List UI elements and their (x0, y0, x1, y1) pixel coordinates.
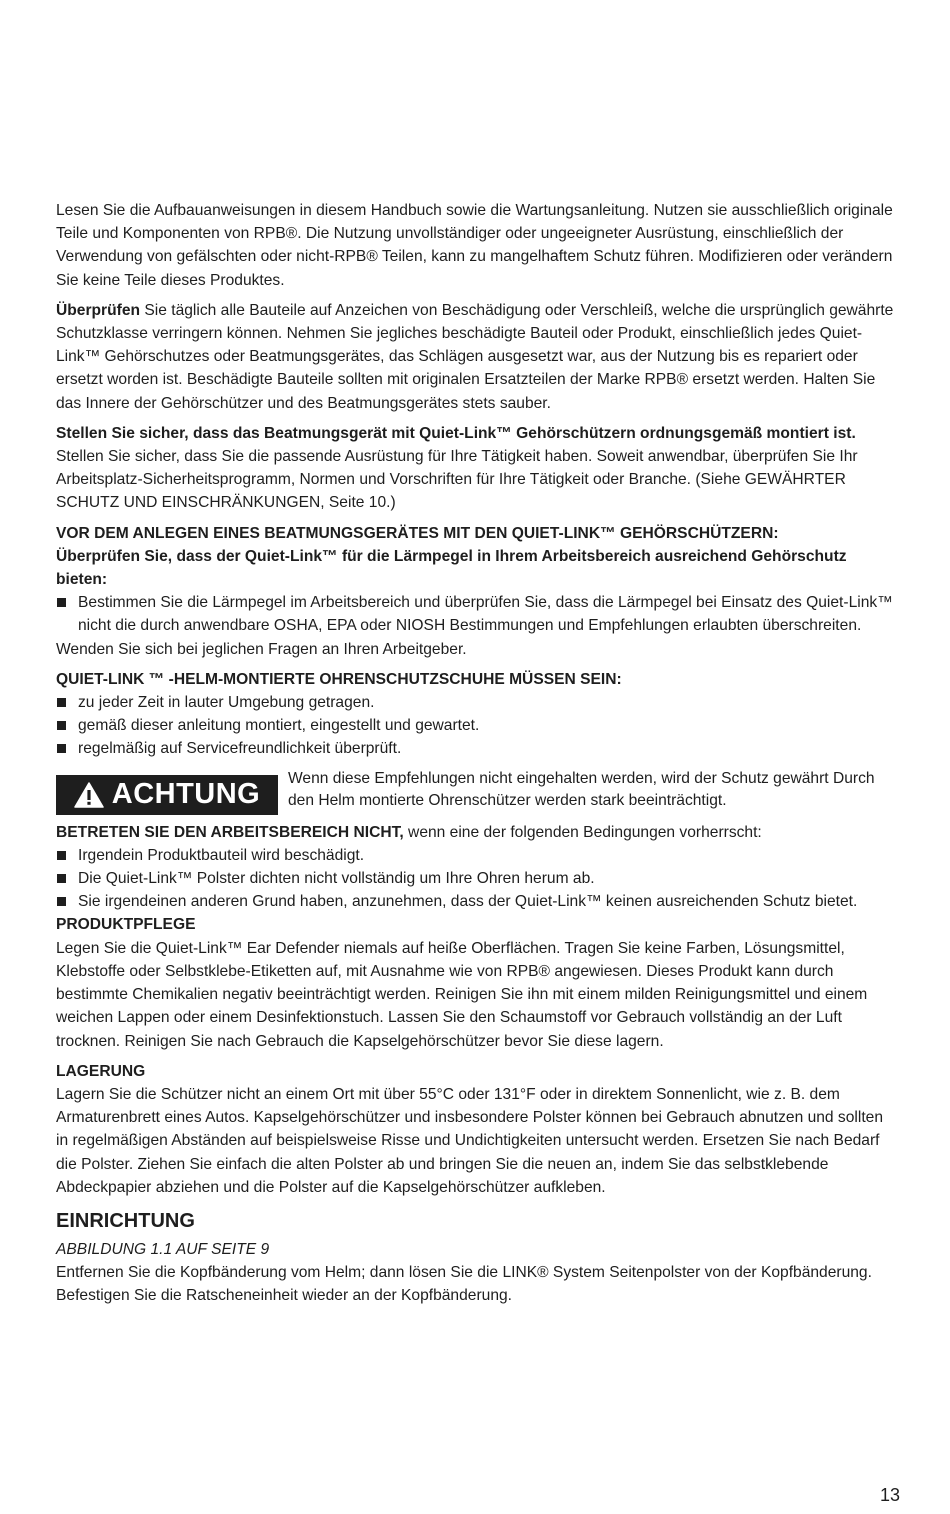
check-lead: Überprüfen (56, 301, 141, 319)
warning-badge (56, 775, 278, 815)
warning-triangle-icon (74, 782, 104, 808)
enter-list (56, 844, 898, 914)
list-item: Bestimmen Sie die Lärmpegel im Arbeitsbereich und überprüfen Sie, dass die Lärmpegel bei Einsatz des Quiet-Link™ nicht die durch anwendbare OSHA, EPA oder NIOSH Bestimmungen und Empfehlungen erlaubten überschreiten. (56, 591, 898, 637)
check-paragraph (56, 299, 898, 415)
list-item: Sie irgendeinen anderen Grund haben, anzunehmen, dass der Quiet-Link™ keinen ausreichenden Schutz bietet. (56, 890, 898, 913)
setup-heading: EINRICHTUNG (56, 1209, 195, 1232)
before-list (56, 591, 898, 637)
list-item: regelmäßig auf Servicefreundlichkeit überprüft. (56, 737, 898, 760)
ensure-lead: Stellen Sie sicher, dass das Beatmungsgerät mit Quiet-Link™ Gehörschützern ordnungsgemäß montiert ist. (56, 424, 856, 442)
check-body: Sie täglich alle Bauteile auf Anzeichen von Beschädigung oder Verschleiß, welche die ursprünglich gewährte Schutzklasse verringern können. Nehmen Sie jegliches beschädigte Bauteil oder Produkt, einschließlich jedes Quiet-Link™ Gehörschutzes oder Beatmungsgerätes, das Schlägen ausgesetzt war, aus der Nutzung bis es repariert oder ersetzt worden ist. Beschädigte Bauteile sollten mit originalen Ersatzteilen der Marke RPB® ersetzt werden. Halten Sie das Innere der Gehörschützer und des Beatmungsgerätes stets sauber. (56, 301, 894, 412)
employer-note: Wenden Sie sich bei jeglichen Fragen an Ihren Arbeitgeber. (56, 640, 467, 658)
warning-text: Wenn diese Empfehlungen nicht eingehalten werden, wird der Schutz gewährt Durch den Helm montierte Ohrenschützer werden stark beeinträchtigt. (288, 769, 875, 809)
care-heading: PRODUKTPFLEGE (56, 916, 196, 934)
enter-body: wenn eine der folgenden Bedingungen vorherrscht: (403, 823, 762, 841)
storage-body: Lagern Sie die Schützer nicht an einem Ort mit über 55°C oder 131°F oder in direktem Sonnenlicht, wie z. B. dem Armaturenbrett eines Autos. Kapselgehörschützer und insbesondere Polster können bei Gebrauch abnutzen und sollten in regelmäßigen Abständen auf beispielsweise Risse und Undichtigkeiten untersucht werden. Ersetzen Sie nach Bedarf die Polster. Ziehen Sie einfach die alten Polster ab und bringen Sie die neuen an, indem Sie das selbstklebende Abdeckpapier abziehen und die Polster auf die Kapselgehörschützer aufkleben. (56, 1085, 884, 1196)
setup-body: Entfernen Sie die Kopfbänderung vom Helm; dann lösen Sie die LINK® System Seitenpolster von der Kopfbänderung. Befestigen Sie die Ratscheneinheit wieder an der Kopfbänderung. (56, 1264, 872, 1305)
enter-lead: BETRETEN SIE DEN ARBEITSBEREICH NICHT, (56, 823, 404, 841)
intro-paragraph: Lesen Sie die Aufbauanweisungen in diesem Handbuch sowie die Wartungsanleitung. Nutzen sie ausschließlich originale Teile und Komponenten von RPB®. Die Nutzung unvollständiger oder ungeeigneter Ausrüstung, einschließlich der Verwendung von gefälschten oder nicht-RPB® Teilen, kann zu mangelhaftem Schutz führen. Modifizieren oder verändern Sie keine Teile dieses Produktes. (56, 202, 893, 289)
warning-label: ACHTUNG (111, 778, 261, 811)
must-heading: QUIET-LINK ™ -HELM-MONTIERTE OHRENSCHUTZSCHUHE MÜSSEN SEIN: (56, 670, 622, 688)
must-list (56, 691, 898, 761)
page-number: 13 (879, 1485, 900, 1505)
before-subheading: Überprüfen Sie, dass der Quiet-Link™ für die Lärmpegel in Ihrem Arbeitsbereich ausreichend Gehörschutz bieten: (56, 547, 847, 589)
ensure-body: Stellen Sie sicher, dass Sie die passende Ausrüstung für Ihre Tätigkeit haben. Soweit anwendbar, überprüfen Sie Ihr Arbeitsplatz-Sicherheitsprogramm, Normen und Vorschriften für Ihre Tätigkeit oder Branche. (Siehe GEWÄHRTER SCHUTZ UND EINSCHRÄNKUNGEN, Seite 10.) (56, 448, 858, 512)
care-body: Legen Sie die Quiet-Link™ Ear Defender niemals auf heiße Oberflächen. Tragen Sie keine Farben, Lösungsmittel, Klebstoffe oder Selbstklebe-Etiketten auf, mit Ausnahme wie von RPB® angewiesen. Dieses Produkt kann durch bestimmte Chemikalien negativ beeinträchtigt werden. Reinigen Sie ihn mit einem milden Reinigungsmittel und einem weichen Lappen oder einem Desinfektionstuch. Lassen Sie den Schaumstoff vor Gebrauch vollständig an der Luft trocknen. Reinigen Sie nach Gebrauch die Kapselgehörschützer bevor Sie diese lagern. (56, 939, 868, 1050)
list-item: Die Quiet-Link™ Polster dichten nicht vollständig um Ihre Ohren herum ab. (56, 867, 898, 890)
before-heading: VOR DEM ANLEGEN EINES BEATMUNGSGERÄTES MIT DEN QUIET-LINK™ GEHÖRSCHÜTZERN: (56, 524, 779, 542)
enter-paragraph (56, 821, 898, 844)
storage-heading: LAGERUNG (56, 1062, 146, 1080)
manual-page (56, 199, 898, 1308)
list-item: gemäß dieser anleitung montiert, eingestellt und gewartet. (56, 714, 898, 737)
list-item: Irgendein Produktbauteil wird beschädigt. (56, 844, 898, 867)
warning-block (56, 768, 898, 815)
figure-reference: ABBILDUNG 1.1 AUF SEITE 9 (56, 1240, 270, 1258)
list-item: zu jeder Zeit in lauter Umgebung getragen. (56, 691, 898, 714)
